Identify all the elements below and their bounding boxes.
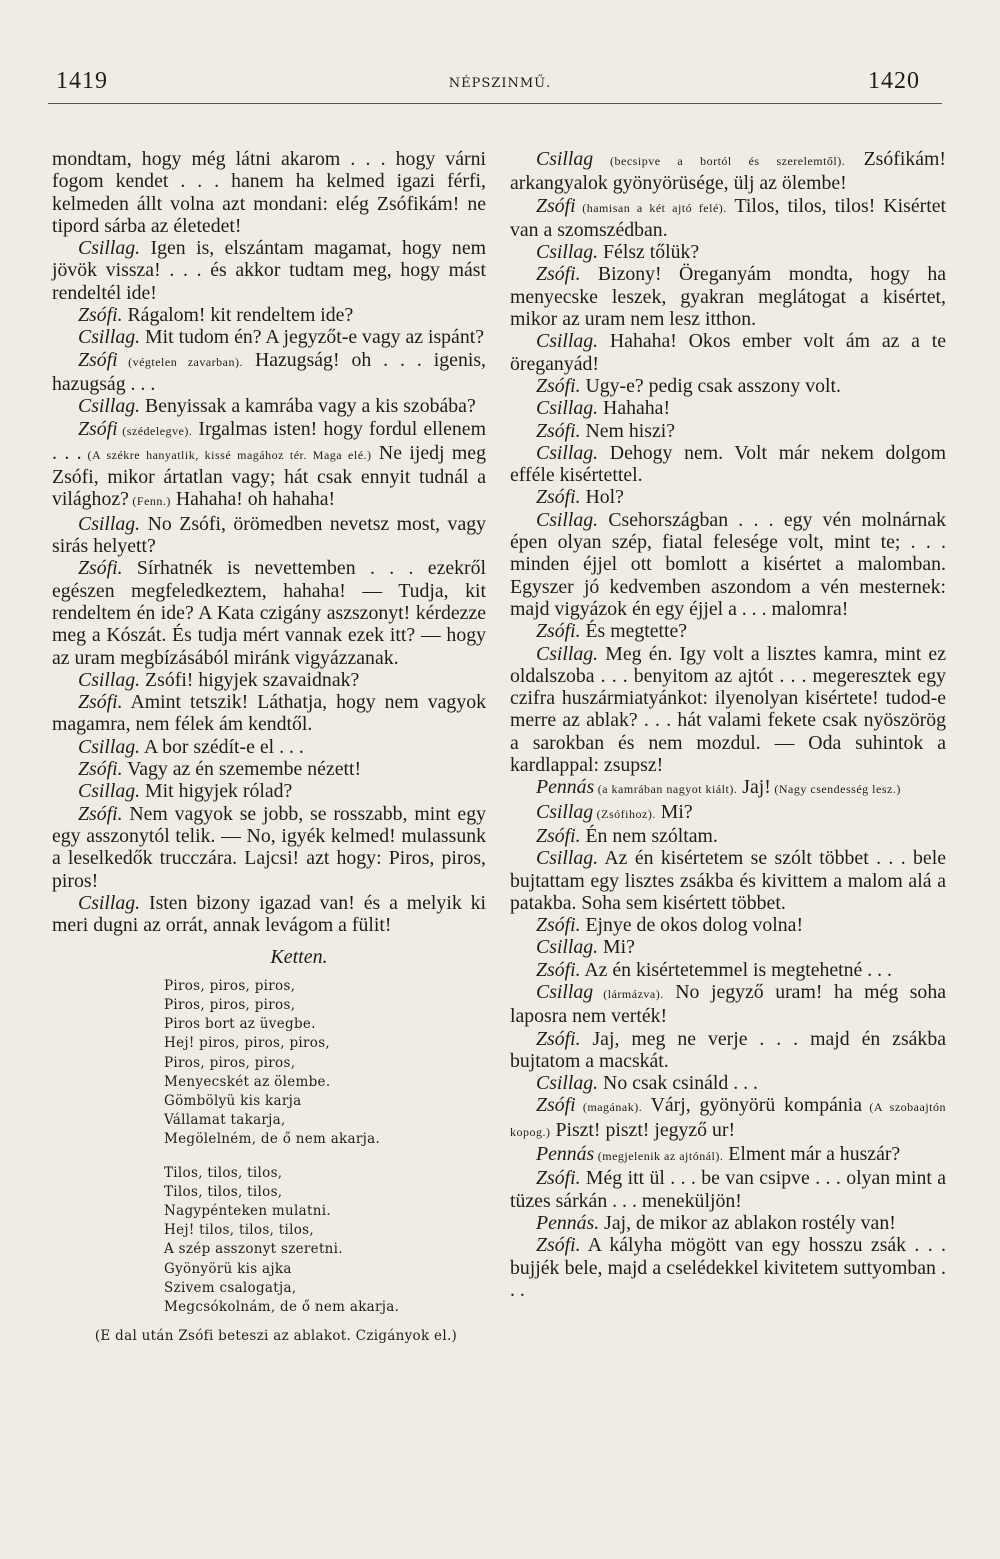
verse-line: Piros, piros, piros, xyxy=(164,1054,296,1071)
speech: Várj, gyönyörü kompánia xyxy=(642,1094,863,1117)
dialogue-line xyxy=(510,776,946,800)
stage-direction: (végtelen zavarban). xyxy=(117,354,244,369)
speech: Félsz tőlük? xyxy=(598,241,700,264)
dialogue-line xyxy=(510,1143,946,1167)
speaker: Zsófi. xyxy=(536,824,581,847)
verse-line: Hej! piros, piros, piros, xyxy=(164,1035,331,1052)
speech: És megtette? xyxy=(580,620,688,643)
speech: Zsófikám! arkangyalok gyönyörüsége, ülj az ölembe! xyxy=(510,148,946,195)
song-stanza xyxy=(164,977,486,1150)
closing-stage-direction: (E dal után Zsófi beteszi az ablakot. Czigányok el.) xyxy=(94,1328,458,1345)
stage-direction: (szédelegve). xyxy=(117,423,193,438)
speaker: Csillag xyxy=(536,148,594,170)
speech: Isten bizony igazad van! és a melyik ki meri dugni az orrát, annak levágom a fülit! xyxy=(52,891,486,937)
speech: Ugy-e? pedig csak asszony volt. xyxy=(580,374,841,397)
speech: No jegyző uram! ha még soha laposra nem verték! xyxy=(510,980,946,1028)
speaker: Zsófi. xyxy=(536,620,581,643)
speaker: Csillag. xyxy=(78,326,141,349)
speech: Nem vagyok se jobb, se rosszabb, mint egy egy asszonytól telik. — No, igyék kelmed! mulassunk a leselkedők trucczára. Lajcsi! azt hogy: Piros, piros, piros! xyxy=(52,802,486,892)
dialogue-line xyxy=(510,847,946,914)
dialogue-line xyxy=(510,643,946,777)
dialogue-line xyxy=(510,825,946,847)
stage-direction: (A székre hanyatlik, kissé magához tér. Maga elé.) xyxy=(81,447,372,462)
dialogue-line xyxy=(510,509,946,620)
verse-line: Gyönyörü kis ajka xyxy=(164,1260,292,1277)
speech: Én nem szóltam. xyxy=(580,824,718,847)
speech: Tilos, tilos, tilos! Kisértet van a szomszédban. xyxy=(510,194,947,241)
stage-direction: (Nagy csendesség lesz.) xyxy=(770,782,901,797)
dialogue-line xyxy=(510,1072,946,1094)
speaker: Zsófi. xyxy=(536,419,581,442)
speech: Mi? xyxy=(598,936,635,959)
verse-line: Piros, piros, piros, xyxy=(164,996,296,1013)
speech: Még itt ül . . . be van csipve . . . olyan mint a tüzes sárkán . . . meneküljön! xyxy=(510,1167,946,1212)
speech: Nem hiszi? xyxy=(580,419,676,442)
dialogue-line xyxy=(510,801,946,825)
speech: Mit tudom én? A jegyzőt-e vagy az ispánt? xyxy=(140,326,484,349)
speaker: Csillag. xyxy=(78,237,141,260)
dialogue-line xyxy=(52,395,486,417)
speech: Sírhatnék is nevettemben . . . ezekről egészen megfeledkeztem, hahaha! — Tudja, kit rendeltem én ide? A Kata czigány aszszonyt! kérdezze meg a Kószát. És tudja mért vannak ezek itt? — hogy az uram megbízásából miránk vigyázzanak. xyxy=(52,557,486,669)
speaker: Zsófi. xyxy=(536,1234,581,1257)
speech: Piszt! piszt! jegyző ur! xyxy=(550,1118,736,1141)
running-title: NÉPSZINMŰ. xyxy=(448,76,552,91)
verse-line: Megölelném, de ő nem akarja. xyxy=(164,1131,381,1148)
speech: Igen is, elszántam magamat, hogy nem jövök vissza! . . . és akkor tudtam meg, hogy mást rendeltél ide! xyxy=(52,237,486,304)
dialogue-line xyxy=(510,195,946,242)
speaker: Pennás xyxy=(536,776,595,799)
dialogue-line xyxy=(52,326,486,348)
speech: Hahaha! Okos ember volt ám az a te öreganyád! xyxy=(510,330,946,375)
speaker: Csillag. xyxy=(78,512,141,535)
dialogue-line xyxy=(510,1028,946,1073)
verse-line: Tilos, tilos, tilos, xyxy=(164,1164,283,1181)
speech: Zsófi! higyjek szavaidnak? xyxy=(140,668,360,691)
stage-direction: (A szobaajtón kopog.) xyxy=(510,1100,946,1139)
speech: Az én kisértetemmel is megtehetné . . . xyxy=(580,958,892,981)
song-stanza xyxy=(164,1164,486,1318)
speaker: Zsófi. xyxy=(536,486,581,509)
speech: Hahaha! oh hahaha! xyxy=(170,488,336,511)
stage-direction: (a kamrában nagyot kiált). xyxy=(594,782,738,797)
speaker: Csillag. xyxy=(536,330,599,353)
speech: Hol? xyxy=(580,486,624,509)
speaker: Zsófi. xyxy=(78,802,123,825)
speaker: Zsófi xyxy=(78,417,118,440)
dialogue-line xyxy=(510,1167,946,1212)
speaker: Zsófi. xyxy=(536,914,581,937)
speech: Mi? xyxy=(655,800,693,823)
speaker: Zsófi. xyxy=(78,557,123,580)
speech: Meg én. Igy volt a lisztes kamra, mint ez oldalszoba . . . benyitom az ajtót . . . megeresztek egy czifra huszármiatyánkot: ilyenolyan kisértete! tudod-e merre az ablak? . . . hát valami fekete csak nyöszörög a sarokban és nem mozdul. — Oda suhintok a kardlappal: zsupsz! xyxy=(510,642,946,777)
speech: Jaj! xyxy=(737,776,771,799)
verse-line: Vállamat takarja, xyxy=(164,1112,286,1129)
dialogue-line xyxy=(510,1212,946,1234)
verse-line: Nagypénteken mulatni. xyxy=(164,1202,331,1219)
speech: Amint tetszik! Láthatja, hogy nem vagyok magamra, nem félek ám kendtől. xyxy=(52,691,486,736)
speaker: Csillag. xyxy=(536,397,599,420)
dialogue-line xyxy=(510,420,946,442)
verse-line: Tilos, tilos, tilos, xyxy=(164,1183,283,1200)
dialogue-line xyxy=(52,418,486,513)
dialogue-line xyxy=(52,691,486,736)
speaker: Csillag xyxy=(536,980,594,1003)
speaker: Csillag. xyxy=(536,936,599,959)
stage-direction: (megjelenik az ajtónál). xyxy=(594,1149,724,1164)
speaker: Zsófi xyxy=(536,194,576,217)
right-column xyxy=(510,148,946,1301)
dialogue-line xyxy=(510,263,946,330)
dialogue-line xyxy=(510,241,946,263)
dialogue-line xyxy=(510,620,946,642)
speaker: Zsófi. xyxy=(78,691,123,714)
speech: Ejnye de okos dolog volna! xyxy=(580,914,804,937)
dialogue-line xyxy=(52,669,486,691)
speech: Ne ijedj meg Zsófi, mikor ártatlan vagy; hát csak ennyit tudnál a világhoz? xyxy=(52,441,486,511)
speech: Jaj, de mikor az ablakon rostély van! xyxy=(599,1211,896,1234)
page-number-right: 1420 xyxy=(868,68,920,94)
speaker: Csillag. xyxy=(536,508,599,531)
dialogue-line xyxy=(510,981,946,1028)
speech: Vagy az én szemembe nézett! xyxy=(122,758,362,781)
dialogue-line xyxy=(510,959,946,981)
speaker: Zsófi. xyxy=(78,758,123,781)
dialogue-line xyxy=(52,237,486,304)
speaker: Zsófi. xyxy=(536,1167,581,1190)
stage-direction: (Zsófihoz). xyxy=(593,806,656,821)
speaker: Csillag. xyxy=(536,642,599,665)
speaker: Zsófi. xyxy=(536,1027,581,1050)
paragraph: mondtam, hogy még látni akarom . . . hogy várni fogom kendet . . . hanem ha kelmed igazi férfi, kelmeden állt volna azt mondani: elég Zsófikám! ne tipord sárba az életedet! xyxy=(52,148,486,237)
page-number-left: 1419 xyxy=(56,68,108,94)
dialogue-line xyxy=(510,1234,946,1301)
stage-direction: (hamisan a két ajtó felé). xyxy=(575,200,727,215)
speech: Elment már a huszár? xyxy=(723,1143,901,1166)
speaker: Csillag. xyxy=(78,668,141,691)
speaker: Zsófi. xyxy=(536,263,581,286)
dialogue-line xyxy=(52,736,486,758)
dialogue-line xyxy=(510,486,946,508)
speech: Csehországban . . . egy vén molnárnak épen olyan szép, fiatal felesége volt, mint te; . . . minden éjjel ott bomlott a kisértet a malomban. Egyszer jó kedvemben aszondom a vén mesternek: majd vigyázok én egy éjjel a . . . malomra! xyxy=(510,508,946,620)
dialogue-line xyxy=(52,513,486,558)
verse-line: Megcsókolnám, de ő nem akarja. xyxy=(164,1298,400,1315)
speech: No csak csináld . . . xyxy=(598,1072,758,1095)
stanza-gap xyxy=(52,1150,486,1164)
speaker: Csillag. xyxy=(536,441,599,464)
dialogue-line xyxy=(510,936,946,958)
speaker: Csillag. xyxy=(536,241,599,264)
speech: No Zsófi, örömedben nevetsz most, vagy sirás helyett? xyxy=(52,512,486,558)
speaker: Zsófi. xyxy=(78,304,123,327)
speech: A bor szédít-e el . . . xyxy=(140,735,304,758)
speaker: Csillag xyxy=(536,800,594,823)
dialogue-line xyxy=(52,304,486,326)
dialogue-line xyxy=(52,803,486,892)
stage-direction: (becsipve a bortól és szerelemtől). xyxy=(593,154,846,168)
dialogue-line xyxy=(510,148,946,195)
speaker: Csillag. xyxy=(78,735,141,758)
dialogue-line xyxy=(510,442,946,487)
dialogue-line xyxy=(510,375,946,397)
speech: Irgalmas isten! hogy fordul ellenem . . . xyxy=(52,417,486,464)
dialogue-line xyxy=(52,349,486,396)
dialogue-line xyxy=(52,780,486,802)
speaker: Zsófi. xyxy=(536,374,581,397)
verse-line: Hej! tilos, tilos, tilos, xyxy=(164,1222,314,1239)
dialogue-line xyxy=(510,397,946,419)
song-title: Ketten. xyxy=(270,946,328,969)
speaker: Zsófi. xyxy=(536,958,581,981)
speech: Rágalom! kit rendeltem ide? xyxy=(122,304,354,327)
verse-line: Szivem csalogatja, xyxy=(164,1279,297,1296)
verse-line: A szép asszonyt szeretni. xyxy=(164,1241,343,1258)
speech: Az én kisértetem se szólt többet . . . bele bujtattam egy lisztes zsákba és kivittem a malom alá a patakba. Soha sem kisértett többet. xyxy=(510,847,946,914)
speaker: Csillag. xyxy=(78,395,141,418)
verse-line: Gömbölyü kis karja xyxy=(164,1092,302,1109)
dialogue-line xyxy=(510,330,946,375)
speech: A kályha mögött van egy hosszu zsák . . . bujjék bele, majd a cselédekkel kivitetem suttyomban . . . xyxy=(510,1234,946,1301)
speech: Hazugság! oh . . . igenis, hazugság . . . xyxy=(52,348,486,395)
speaker: Pennás. xyxy=(536,1211,600,1234)
stage-direction: (magának). xyxy=(575,1100,643,1115)
speaker: Csillag. xyxy=(536,847,599,870)
speech: Bizony! Öreganyám mondta, hogy ha menyecske leszek, gyakran meglátogat a kisértet, mikor az uram nem lesz itthon. xyxy=(510,263,946,331)
dialogue-line xyxy=(52,758,486,780)
speaker: Pennás xyxy=(536,1143,595,1166)
dialogue-line xyxy=(52,557,486,668)
speech: Dehogy nem. Volt már nekem dolgom efféle kisértettel. xyxy=(510,441,946,487)
page-header xyxy=(0,0,1000,110)
header-rule xyxy=(48,103,942,104)
speaker: Csillag. xyxy=(78,780,141,803)
stage-direction: (Fenn.) xyxy=(128,494,171,509)
left-column xyxy=(52,148,486,1347)
verse-line: Piros, piros, piros, xyxy=(164,977,296,994)
dialogue-line xyxy=(52,892,486,937)
verse-line: Menyecskét az ölembe. xyxy=(164,1073,331,1090)
dialogue-line xyxy=(510,914,946,936)
dialogue-line xyxy=(510,1094,946,1143)
speaker: Zsófi xyxy=(536,1094,576,1117)
verse-line: Piros bort az üvegbe. xyxy=(164,1016,316,1033)
speaker: Csillag. xyxy=(536,1072,599,1095)
speaker: Csillag. xyxy=(78,891,141,914)
speech: Jaj, meg ne verje . . . majd én zsákba bujtatom a macskát. xyxy=(510,1027,946,1072)
speech: Hahaha! xyxy=(598,397,671,420)
stage-direction: (lármázva). xyxy=(593,986,664,1001)
speaker: Zsófi xyxy=(78,348,118,371)
speech: Mit higyjek rólad? xyxy=(140,780,293,803)
speech: Benyissak a kamrába vagy a kis szobába? xyxy=(140,395,476,418)
